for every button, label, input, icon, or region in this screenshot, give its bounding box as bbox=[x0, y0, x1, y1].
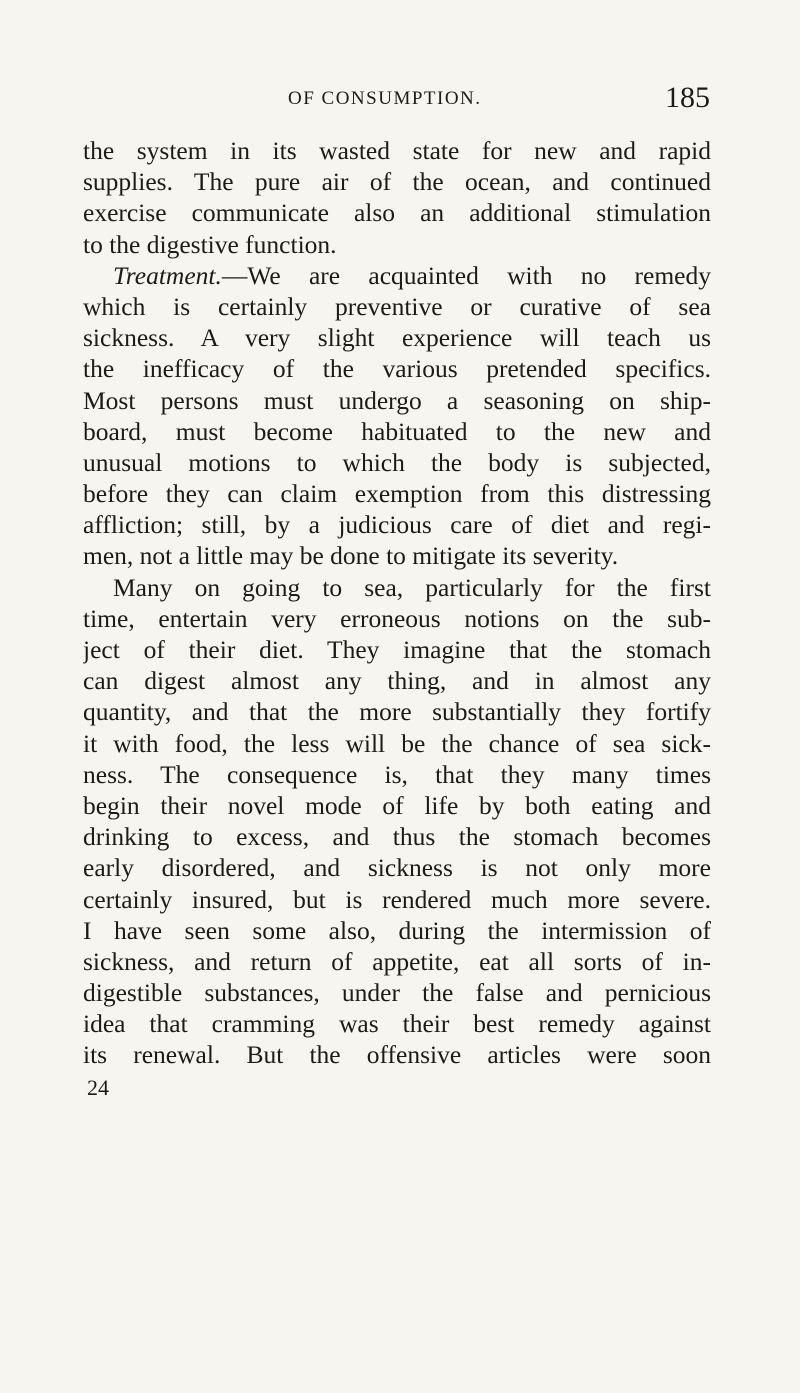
text-line: can digest almost any thing, and in almost any bbox=[83, 666, 711, 696]
text-line: time, entertain very erroneous notions on the sub- bbox=[83, 603, 711, 633]
text-line: Most persons must undergo a seasoning on ship- bbox=[83, 385, 711, 415]
text-line: ject of their diet. They imagine that the stomach bbox=[83, 635, 711, 664]
text-line: unusual motions to which the body is subjected, bbox=[83, 447, 711, 477]
text-line: affliction; still, by a judicious care of diet and regi- bbox=[83, 510, 711, 540]
text-line: digestible substances, under the false and pernicious bbox=[83, 978, 711, 1008]
text-line: early disordered, and sickness is not only more bbox=[83, 853, 711, 883]
text-line: ness. The consequence is, that they many times bbox=[83, 759, 711, 789]
text-line: Many on going to sea, particularly for the first bbox=[113, 572, 711, 602]
text-line: sickness, and return of appetite, eat all sorts of in- bbox=[83, 946, 711, 976]
treatment-label: Treatment. bbox=[113, 260, 222, 290]
text-line: board, must become habituated to the new and bbox=[83, 416, 711, 446]
signature-mark: 24 bbox=[87, 1075, 109, 1100]
text-line: which is certainly preventive or curative of sea bbox=[83, 291, 711, 321]
running-title: OF CONSUMPTION. bbox=[288, 88, 482, 109]
text-line: I have seen some also, during the intermission of bbox=[83, 915, 711, 945]
running-head bbox=[80, 82, 710, 122]
treatment-paragraph-first-line bbox=[83, 260, 711, 291]
text-line: to the digestive function. bbox=[83, 229, 337, 259]
text-line: men, not a little may be done to mitigate its severity. bbox=[83, 541, 619, 571]
text-line: supplies. The pure air of the ocean, and continued bbox=[83, 167, 711, 197]
text-line: the system in its wasted state for new and rapid bbox=[83, 136, 711, 165]
text-line: before they can claim exemption from this distressing bbox=[83, 479, 711, 509]
body-text bbox=[83, 135, 711, 1071]
text-line: idea that cramming was their best remedy against bbox=[83, 1009, 711, 1039]
text-line: quantity, and that the more substantially they fortify bbox=[83, 697, 711, 727]
text-line: sickness. A very slight experience will teach us bbox=[83, 323, 711, 353]
page-number: 185 bbox=[665, 81, 710, 114]
text-line: drinking to excess, and thus the stomach becomes bbox=[83, 822, 711, 852]
text-line: begin their novel mode of life by both eating and bbox=[83, 790, 711, 820]
text-line: exercise communicate also an additional stimulation bbox=[83, 198, 711, 228]
text-line: certainly insured, but is rendered much more severe. bbox=[83, 884, 711, 914]
text-line: it with food, the less will be the chance of sea sick- bbox=[83, 728, 711, 758]
text-line: —We are acquainted with no remedy bbox=[221, 260, 711, 290]
text-line: the inefficacy of the various pretended specifics. bbox=[83, 354, 711, 384]
text-line: its renewal. But the offensive articles were soon bbox=[83, 1040, 711, 1070]
